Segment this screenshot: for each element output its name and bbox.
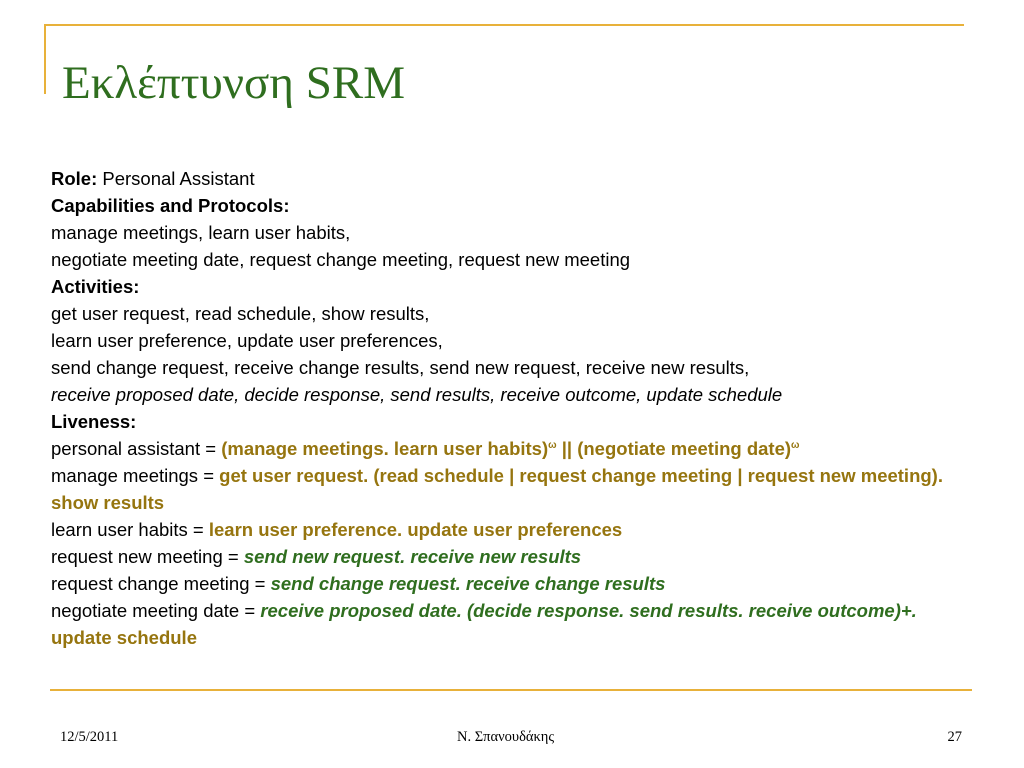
liveness-rhs: (manage meetings. learn user habits) xyxy=(221,438,549,459)
left-decor-line xyxy=(44,24,46,94)
activities-italic-line: receive proposed date, decide response, send results, receive outcome, update schedule xyxy=(51,384,783,405)
liveness-heading: Liveness: xyxy=(51,411,137,432)
role-line xyxy=(51,165,956,192)
activities-line: send change request, receive change results, send new request, receive new results, xyxy=(51,357,750,378)
footer-page-number: 27 xyxy=(947,729,962,745)
footer-author: Ν. Σπανουδάκης xyxy=(457,729,555,745)
slide-body xyxy=(51,165,956,651)
liveness-rhs: receive proposed date. (decide response. send results. receive outcome)+. xyxy=(260,600,917,621)
capabilities-line: negotiate meeting date, request change meeting, request new meeting xyxy=(51,249,631,270)
liveness-negotiate-meeting-date xyxy=(51,597,956,651)
liveness-lhs: request change meeting = xyxy=(51,573,271,594)
role-label: Role: xyxy=(51,168,98,189)
liveness-request-new-meeting xyxy=(51,543,956,570)
activities-line: learn user preference, update user preferences, xyxy=(51,330,443,351)
liveness-rhs: get user request. (read schedule | request change meeting | request new meeting). show results xyxy=(51,465,943,513)
omega-superscript: ω xyxy=(548,439,557,451)
liveness-request-change-meeting xyxy=(51,570,956,597)
liveness-lhs: request new meeting = xyxy=(51,546,244,567)
liveness-rhs: learn user preference. update user preferences xyxy=(208,519,623,540)
activities-line: get user request, read schedule, show results, xyxy=(51,303,430,324)
omega-superscript: ω xyxy=(791,439,800,451)
liveness-rhs: update schedule xyxy=(51,627,197,648)
liveness-lhs: manage meetings = xyxy=(51,465,220,486)
liveness-lhs: personal assistant = xyxy=(51,438,222,459)
liveness-rhs: || (negotiate meeting date) xyxy=(556,438,792,459)
capabilities-heading: Capabilities and Protocols: xyxy=(51,195,290,216)
role-value: Personal Assistant xyxy=(97,168,255,189)
capabilities-line: manage meetings, learn user habits, xyxy=(51,222,351,243)
liveness-rhs: send change request. receive change results xyxy=(270,573,666,594)
liveness-manage-meetings xyxy=(51,462,956,516)
top-decor-line xyxy=(44,24,964,26)
activities-heading: Activities: xyxy=(51,276,140,297)
slide-title: Εκλέπτυνση SRM xyxy=(62,57,405,109)
liveness-rhs: send new request. receive new results xyxy=(243,546,582,567)
footer-date: 12/5/2011 xyxy=(60,729,119,745)
bottom-decor-line xyxy=(50,689,972,691)
liveness-learn-user-habits xyxy=(51,516,956,543)
liveness-lhs: learn user habits = xyxy=(51,519,209,540)
liveness-lhs: negotiate meeting date = xyxy=(51,600,261,621)
liveness-personal-assistant xyxy=(51,435,956,462)
